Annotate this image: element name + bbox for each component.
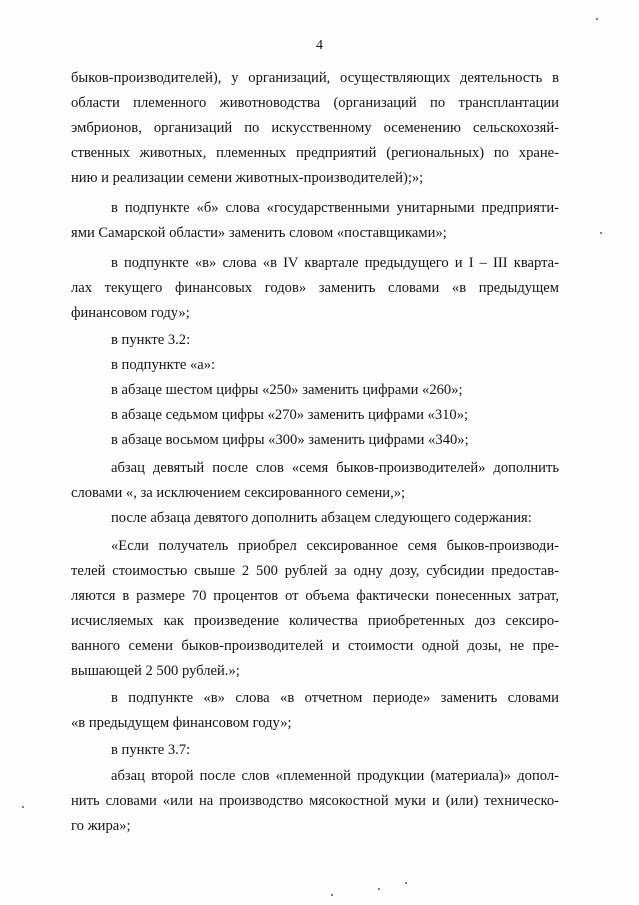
scan-speck xyxy=(600,232,602,234)
text-line: в подпункте «в» слова «в отчетном периоде» заменить словами xyxy=(111,690,559,706)
scan-speck xyxy=(22,806,24,808)
text-line: после абзаца девятого дополнить абзацем следующего содержания: xyxy=(111,510,532,526)
text-line: в абзаце шестом цифры «250» заменить цифрами «260»; xyxy=(111,382,463,398)
scan-speck xyxy=(405,882,407,884)
text-line: в абзаце восьмом цифры «300» заменить цифрами «340»; xyxy=(111,432,469,448)
text-line: в пункте 3.2: xyxy=(111,332,191,348)
text-line: ляются в размере 70 процентов от объема фактически понесенных затрат, xyxy=(71,588,559,604)
text-line: «в предыдущем финансовом году»; xyxy=(71,715,292,731)
text-line: абзац девятый после слов «семя быков-производителей» дополнить xyxy=(111,460,559,476)
scan-speck xyxy=(378,888,380,890)
text-line: ванного семени быков-производителей и стоимости одной дозы, не пре- xyxy=(71,638,559,654)
text-line: нить словами «или на производство мясокостной муки и (или) техническо- xyxy=(71,793,559,809)
text-line: «Если получатель приобрел сексированное семя быков-производи- xyxy=(111,538,559,554)
page-number: 4 xyxy=(316,38,323,53)
text-line: ями Самарской области» заменить словом «поставщиками»; xyxy=(71,225,447,241)
text-line: быков-производителей), у организаций, осуществляющих деятельность в xyxy=(71,70,559,86)
text-line: в пункте 3.7: xyxy=(111,742,191,758)
text-line: в подпункте «а»: xyxy=(111,357,216,373)
text-line: телей стоимостью свыше 2 500 рублей за одну дозу, субсидии предостав- xyxy=(71,563,559,579)
text-line: лах текущего финансовых годов» заменить словами «в предыдущем xyxy=(71,280,559,296)
text-line: в подпункте «б» слова «государственными унитарными предприяти- xyxy=(111,200,559,216)
text-line: ственных животных, племенных предприятий (региональных) по хране- xyxy=(71,145,559,161)
scan-speck xyxy=(596,18,598,20)
text-line: области племенного животноводства (организаций по трансплантации xyxy=(71,95,559,111)
text-line: исчисляемых как произведение количества приобретенных доз сексиро- xyxy=(71,613,559,629)
scan-speck xyxy=(331,894,333,896)
text-line: го жира»; xyxy=(71,818,131,834)
text-line: в абзаце седьмом цифры «270» заменить цифрами «310»; xyxy=(111,407,469,423)
text-line: словами «, за исключением сексированного семени,»; xyxy=(71,485,406,501)
text-line: вышающей 2 500 рублей.»; xyxy=(71,663,240,679)
text-line: в подпункте «в» слова «в IV квартале предыдущего и I – III кварта- xyxy=(111,255,559,271)
text-line: абзац второй после слов «племенной продукции (материала)» допол- xyxy=(111,768,559,784)
text-line: финансовом году»; xyxy=(71,305,190,321)
text-line: нию и реализации семени животных-производителей);»; xyxy=(71,170,424,186)
text-line: эмбрионов, организаций по искусственному осеменению сельскохозяй- xyxy=(71,120,559,136)
